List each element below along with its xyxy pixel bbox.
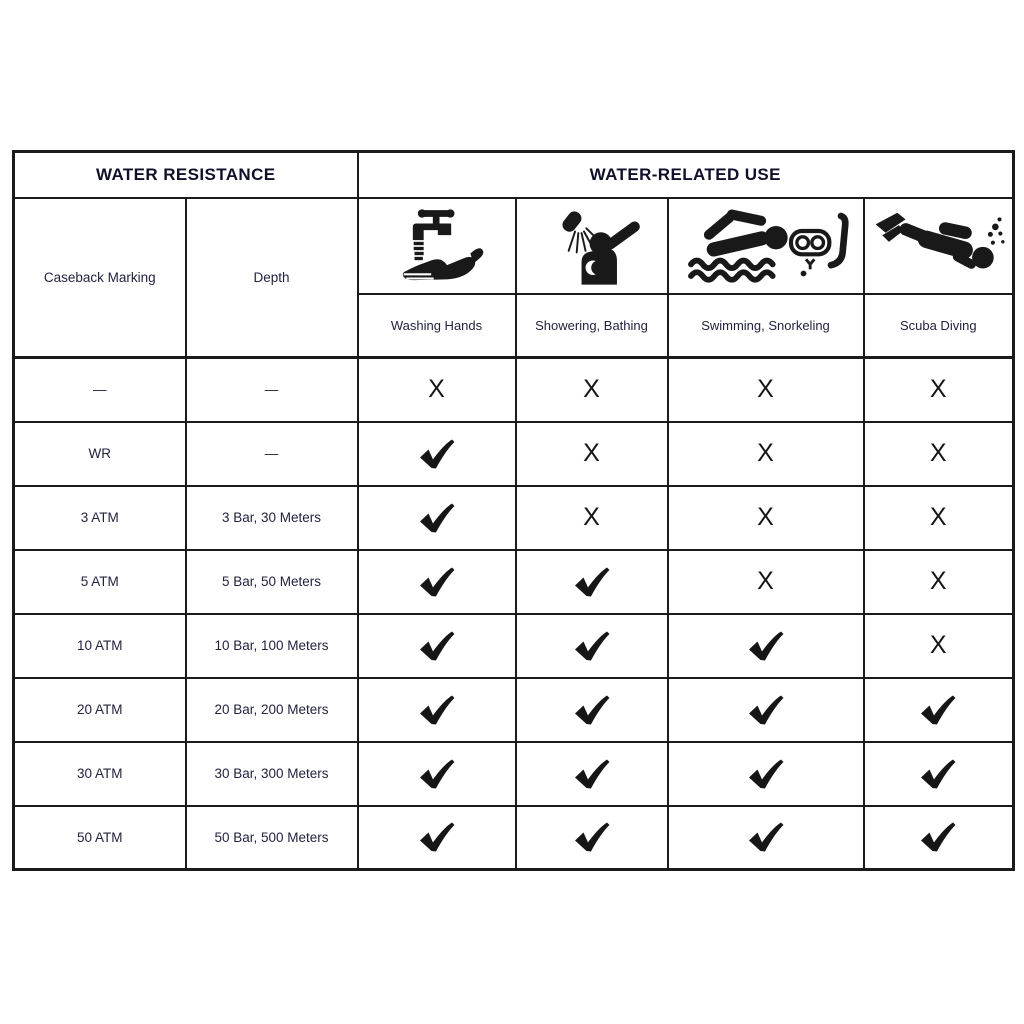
caseback-marking-cell: 10 ATM	[14, 614, 186, 678]
x-mark: X	[516, 422, 668, 486]
check-mark-icon	[748, 695, 784, 725]
check-mark-icon	[419, 567, 455, 597]
x-mark: X	[864, 550, 1014, 614]
x-mark: X	[516, 358, 668, 422]
x-mark: X	[516, 486, 668, 550]
depth-cell: 5 Bar, 50 Meters	[186, 550, 358, 614]
depth-cell: 30 Bar, 300 Meters	[186, 742, 358, 806]
check-mark	[516, 742, 668, 806]
check-mark-icon	[419, 631, 455, 661]
check-mark-icon	[748, 631, 784, 661]
check-mark-icon	[574, 759, 610, 789]
check-mark	[358, 550, 516, 614]
x-mark: X	[668, 358, 864, 422]
check-mark-icon	[574, 567, 610, 597]
check-mark	[516, 614, 668, 678]
washing-hands-cell	[358, 198, 516, 294]
table-row	[14, 422, 1014, 486]
caseback-marking-cell: 20 ATM	[14, 678, 186, 742]
x-mark: X	[864, 486, 1014, 550]
table-row	[14, 550, 1014, 614]
check-mark	[358, 486, 516, 550]
check-mark	[668, 614, 864, 678]
check-mark	[516, 678, 668, 742]
caseback-marking-cell: 3 ATM	[14, 486, 186, 550]
depth-cell: —	[186, 358, 358, 422]
caseback-marking-cell: —	[14, 358, 186, 422]
table-row	[14, 614, 1014, 678]
depth-cell: 50 Bar, 500 Meters	[186, 806, 358, 870]
caseback-marking-cell: 50 ATM	[14, 806, 186, 870]
x-mark: X	[358, 358, 516, 422]
swimming-snorkeling-cell	[668, 198, 864, 294]
caseback-marking-cell: 5 ATM	[14, 550, 186, 614]
scuba-diving-icon	[865, 206, 1013, 286]
table-row	[14, 742, 1014, 806]
check-mark	[668, 742, 864, 806]
check-mark-icon	[419, 503, 455, 533]
check-mark-icon	[419, 439, 455, 469]
table-row	[14, 358, 1014, 422]
check-mark-icon	[920, 822, 956, 852]
column-label-showering-bathing: Showering, Bathing	[516, 294, 668, 358]
showering-bathing-cell	[516, 198, 668, 294]
depth-cell: —	[186, 422, 358, 486]
column-header-caseback-marking: Caseback Marking	[14, 198, 186, 358]
check-mark-icon	[920, 759, 956, 789]
check-mark	[516, 550, 668, 614]
x-mark: X	[864, 614, 1014, 678]
x-mark: X	[668, 550, 864, 614]
column-header-depth: Depth	[186, 198, 358, 358]
check-mark	[668, 806, 864, 870]
check-mark	[864, 678, 1014, 742]
water-resistance-table	[12, 150, 1015, 871]
check-mark-icon	[574, 695, 610, 725]
check-mark-icon	[920, 695, 956, 725]
swimming-snorkeling-icon	[669, 206, 863, 286]
check-mark-icon	[574, 631, 610, 661]
table-row	[14, 486, 1014, 550]
washing-hands-icon	[359, 206, 515, 286]
icon-header-row	[14, 198, 1014, 294]
depth-cell: 3 Bar, 30 Meters	[186, 486, 358, 550]
x-mark: X	[668, 422, 864, 486]
water-related-use-header: WATER-RELATED USE	[358, 152, 1014, 198]
check-mark	[358, 678, 516, 742]
check-mark	[864, 806, 1014, 870]
check-mark-icon	[419, 695, 455, 725]
group-header-row	[14, 152, 1014, 198]
water-resistance-header: WATER RESISTANCE	[14, 152, 358, 198]
x-mark: X	[668, 486, 864, 550]
check-mark	[668, 678, 864, 742]
check-mark-icon	[419, 759, 455, 789]
scuba-diving-cell	[864, 198, 1014, 294]
column-label-scuba-diving: Scuba Diving	[864, 294, 1014, 358]
table-row	[14, 806, 1014, 870]
column-label-swimming-snorkeling: Swimming, Snorkeling	[668, 294, 864, 358]
check-mark	[358, 806, 516, 870]
x-mark: X	[864, 422, 1014, 486]
check-mark	[358, 422, 516, 486]
column-label-washing-hands: Washing Hands	[358, 294, 516, 358]
check-mark	[864, 742, 1014, 806]
check-mark	[358, 614, 516, 678]
depth-cell: 10 Bar, 100 Meters	[186, 614, 358, 678]
check-mark	[358, 742, 516, 806]
caseback-marking-cell: WR	[14, 422, 186, 486]
check-mark-icon	[748, 759, 784, 789]
check-mark-icon	[419, 822, 455, 852]
caseback-marking-cell: 30 ATM	[14, 742, 186, 806]
check-mark	[516, 806, 668, 870]
x-mark: X	[864, 358, 1014, 422]
table-row	[14, 678, 1014, 742]
depth-cell: 20 Bar, 200 Meters	[186, 678, 358, 742]
check-mark-icon	[574, 822, 610, 852]
showering-bathing-icon	[517, 206, 667, 286]
check-mark-icon	[748, 822, 784, 852]
